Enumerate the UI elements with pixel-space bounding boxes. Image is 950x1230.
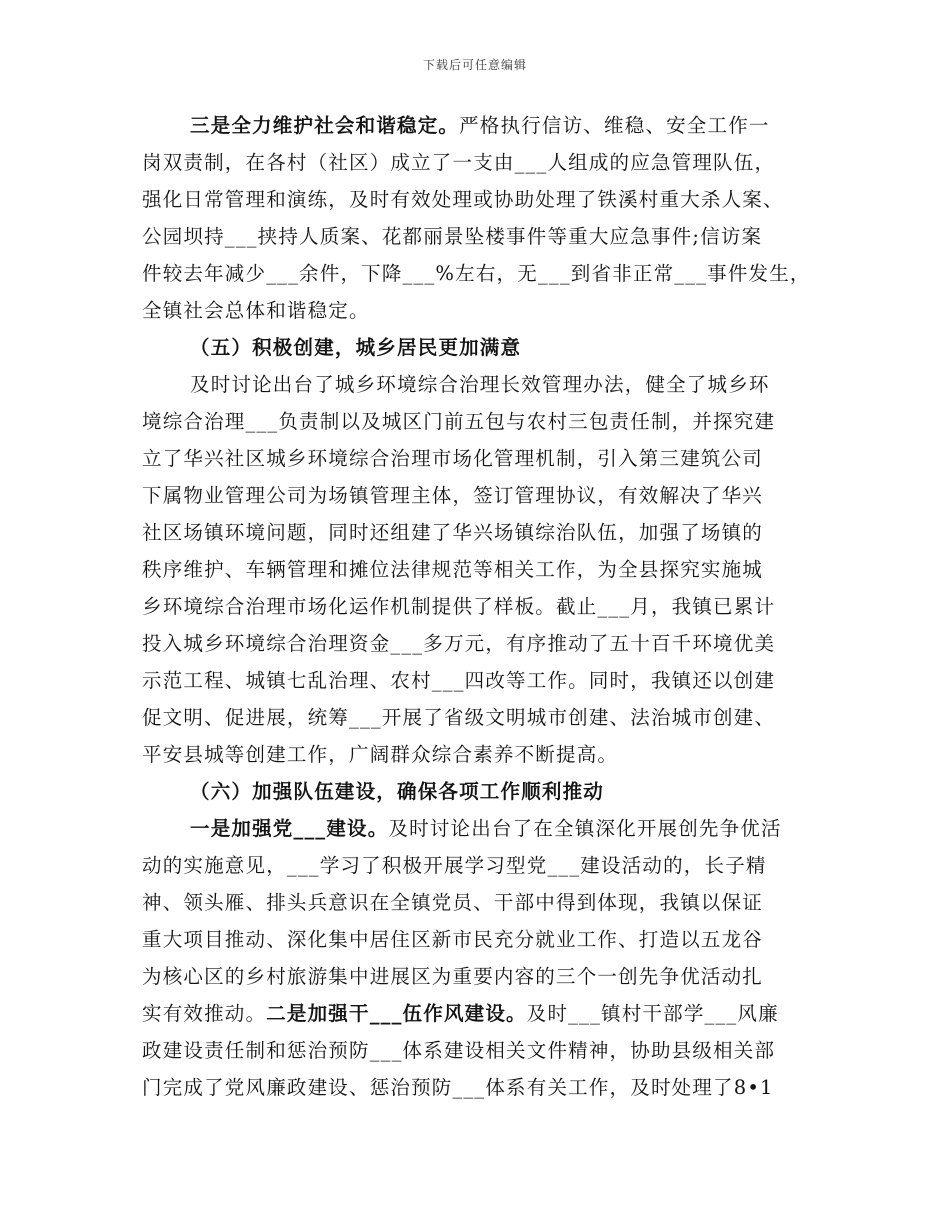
bold-lead: 二是加强干___伍作风建设。 — [266, 1002, 527, 1025]
paragraph-line: 重大项目推动、深化集中居住区新市民充分就业工作、打造以五龙谷 — [142, 928, 764, 951]
paragraph-line: 及时讨论出台了城乡环境综合治理长效管理办法，健全了城乡环 — [190, 373, 770, 396]
paragraph-line: 社区场镇环境问题，同时还组建了华兴场镇综治队伍，加强了场镇的 — [142, 521, 764, 544]
paragraph-line — [190, 811, 782, 847]
paragraph-line: 岗双责制，在各村（社区）成立了一支由___人组成的应急管理队伍， — [142, 151, 776, 174]
line-text: 及时___镇村干部学___风廉 — [526, 1002, 779, 1025]
paragraph-line: 秩序维护、车辆管理和摊位法律规范等相关工作，为全县探究实施城 — [142, 558, 764, 581]
paragraph-line: 立了华兴社区城乡环境综合治理市场化管理机制，引入第三建筑公司 — [142, 447, 764, 470]
paragraph-line: 境综合治理___负责制以及城区门前五包与农村三包责任制，并探究建 — [142, 410, 776, 433]
section-heading: （六）加强队伍建设，确保各项工作顺利推动 — [190, 780, 605, 803]
paragraph-line: 促文明、促进展，统筹___开展了省级文明城市创建、法治城市创建、 — [142, 706, 776, 729]
line-text: 严格执行信访、维稳、安全工作一 — [459, 114, 770, 137]
paragraph-line: 平安县城等创建工作，广阔群众综合素养不断提高。 — [142, 743, 619, 766]
paragraph-line: 政建设责任制和惩治预防___体系建设相关文件精神，协助县级相关部 — [142, 1039, 776, 1062]
paragraph-line: 下属物业管理公司为场镇管理主体，签订管理协议，有效解决了华兴 — [142, 484, 764, 507]
paragraph-line: 公园坝持___挟持人质案、花都丽景坠楼事件等重大应急事件;信访案 — [142, 225, 763, 248]
paragraph-line: 投入城乡环境综合治理资金___多万元，有序推动了五十百千环境优美 — [142, 632, 776, 655]
section-heading: （五）积极创建，城乡居民更加满意 — [190, 336, 522, 359]
page-header: 下载后可任意编辑 — [422, 58, 527, 72]
paragraph-line: 件较去年减少___余件，下降___%左右，无___到省非正常___事件发生， — [142, 262, 811, 285]
paragraph-line: 神、领头雁、排头兵意识在全镇党员、干部中得到体现，我镇以保证 — [142, 891, 764, 914]
paragraph-line: 强化日常管理和演练，及时有效处理或协助处理了铁溪村重大杀人案、 — [142, 188, 784, 211]
paragraph-line — [142, 996, 779, 1032]
paragraph-line: 门完成了党风廉政建设、惩治预防___体系有关工作，及时处理了8•1 — [142, 1076, 774, 1099]
paragraph-line — [190, 108, 770, 144]
paragraph-line: 示范工程、城镇七乱治理、农村___四改等工作。同时，我镇还以创建 — [142, 669, 776, 692]
paragraph-line: 动的实施意见，___学习了积极开展学习型党___建设活动的，长子精 — [142, 854, 767, 877]
paragraph-line: 为核心区的乡村旅游集中进展区为重要内容的三个一创先争优活动扎 — [142, 965, 764, 988]
bold-lead: 三是全力维护社会和谐稳定。 — [190, 114, 460, 137]
paragraph-line: 全镇社会总体和谐稳定。 — [142, 299, 370, 322]
bold-lead: 一是加强党___建设。 — [190, 817, 389, 840]
line-text: 及时讨论出台了在全镇深化开展创先争优活 — [388, 817, 782, 840]
paragraph-line: 乡环境综合治理市场化运作机制提供了样板。截止___月，我镇已累计 — [142, 595, 776, 618]
line-text: 实有效推动。 — [142, 1002, 267, 1025]
